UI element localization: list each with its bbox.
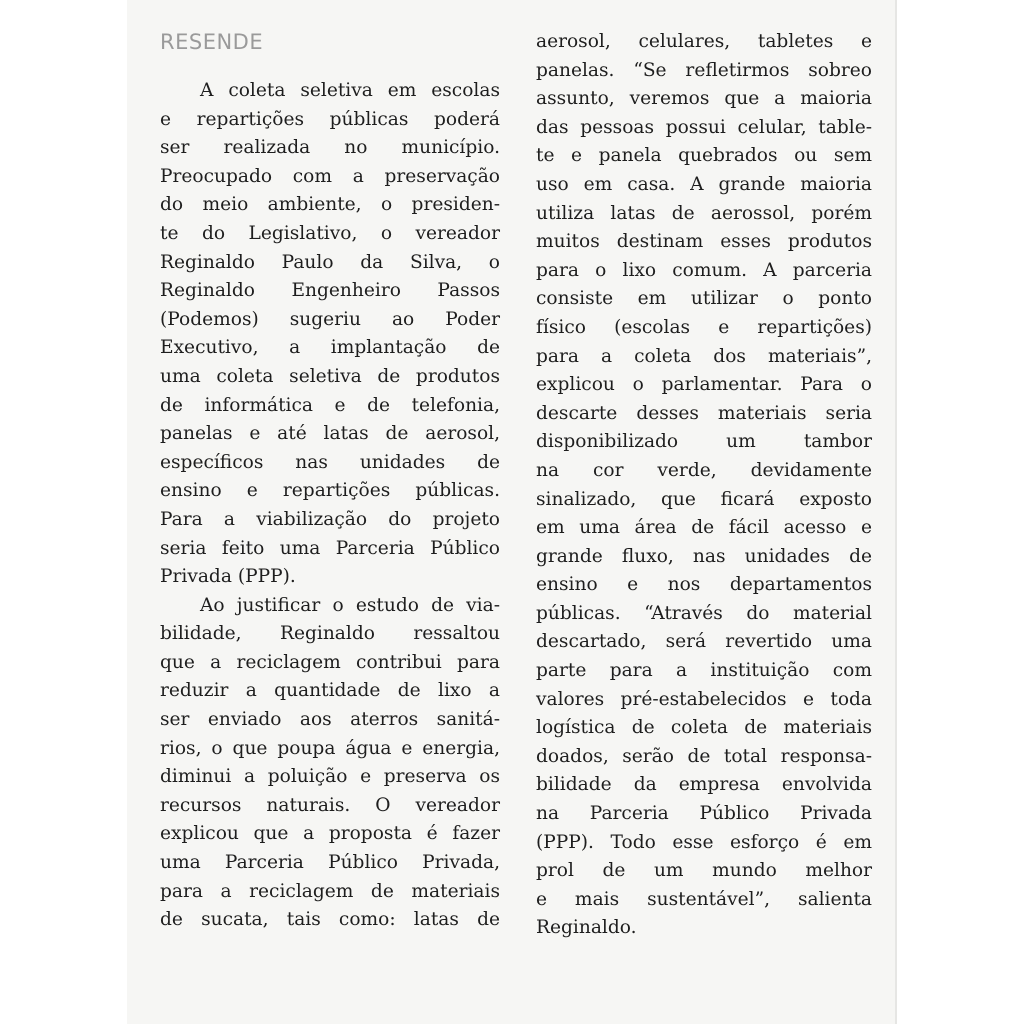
text-line: rios, o que poupa água e energia, [160,737,500,759]
text-line: do meio ambiente, o presiden- [160,194,500,216]
text-line: e mais sustentável”, salienta [536,888,872,910]
text-line: Para a viabilização do projeto [160,508,500,530]
text-line: doados, serão de total responsa- [536,745,872,767]
text-line: de sucata, tais como: latas de [160,909,500,931]
text-line: Reginaldo Paulo da Silva, o [160,251,500,273]
text-line: das pessoas possui celular, table- [536,116,872,138]
text-line: muitos destinam esses produtos [536,231,872,253]
text-line: (Podemos) sugeriu ao Poder [160,308,500,330]
text-line: em uma área de fácil acesso e [536,517,872,539]
text-line: logística de coleta de materiais [536,717,872,739]
text-line: aerosol, celulares, tabletes e [536,31,872,52]
text-line: te do Legislativo, o vereador [160,222,500,244]
text-line: seria feito uma Parceria Público [160,537,500,559]
text-line: consiste em utilizar o ponto [536,288,872,310]
text-line: recursos naturais. O vereador [160,794,500,816]
text-line: públicas. “Através do material [536,602,872,624]
text-line: grande fluxo, nas unidades de [536,545,872,567]
text-line: (PPP). Todo esse esforço é em [536,831,872,853]
text-line: valores pré-estabelecidos e toda [536,688,872,710]
text-line: Ao justificar o estudo de via- [200,594,500,616]
text-line: descartado, será revertido uma [536,631,872,653]
text-line: explicou o parlamentar. Para o [536,374,872,396]
text-line: e repartições públicas poderá [160,108,500,130]
text-column-1 [160,77,500,935]
text-line: na cor verde, devidamente [536,459,872,481]
text-line: ser realizada no município. [160,137,500,159]
text-line: ser enviado aos aterros sanitá- [160,709,500,731]
text-line: uma coleta seletiva de produtos [160,365,500,387]
text-column-2 [536,28,872,943]
text-line: A coleta seletiva em escolas [200,80,500,101]
page-edge [895,0,897,1024]
text-line: te e panela quebrados ou sem [536,145,872,167]
text-line: para o lixo comum. A parceria [536,259,872,281]
text-line: ensino e repartições públicas. [160,480,500,502]
text-line: bilidade, Reginaldo ressaltou [160,623,500,645]
text-line: para a coleta dos materiais”, [536,345,872,367]
text-line: específicos nas unidades de [160,451,500,473]
text-line: para a reciclagem de materiais [160,880,500,902]
text-line: descarte desses materiais seria [536,402,872,424]
text-line: assunto, veremos que a maioria [536,88,872,110]
text-line: sinalizado, que ficará exposto [536,488,872,510]
text-line: panelas e até latas de aerosol, [160,423,500,445]
text-line: prol de um mundo melhor [536,860,872,882]
text-line: Executivo, a implantação de [160,337,500,359]
text-line: explicou que a proposta é fazer [160,823,500,845]
text-line: uma Parceria Público Privada, [160,852,500,874]
text-line: físico (escolas e repartições) [536,316,872,338]
outer-margin [0,0,127,1024]
text-line: Reginaldo Engenheiro Passos [160,280,500,302]
text-line: ensino e nos departamentos [536,574,872,596]
text-line: diminui a poluição e preserva os [160,766,500,788]
text-line: de informática e de telefonia, [160,394,500,416]
text-line: que a reciclagem contribui para [160,651,500,673]
section-kicker: RESENDE [160,30,264,54]
text-line: na Parceria Público Privada [536,803,872,825]
text-line: Privada (PPP). [160,566,296,588]
text-line: uso em casa. A grande maioria [536,173,872,195]
text-line: reduzir a quantidade de lixo a [160,680,500,702]
text-line: disponibilizado um tambor [536,431,872,453]
text-line: Preocupado com a preservação [160,165,500,187]
text-line: Reginaldo. [536,917,637,939]
text-line: bilidade da empresa envolvida [536,774,872,796]
text-line: utiliza latas de aerossol, porém [536,202,872,224]
text-line: panelas. “Se refletirmos sobreo [536,59,872,81]
text-line: parte para a instituição com [536,660,872,682]
